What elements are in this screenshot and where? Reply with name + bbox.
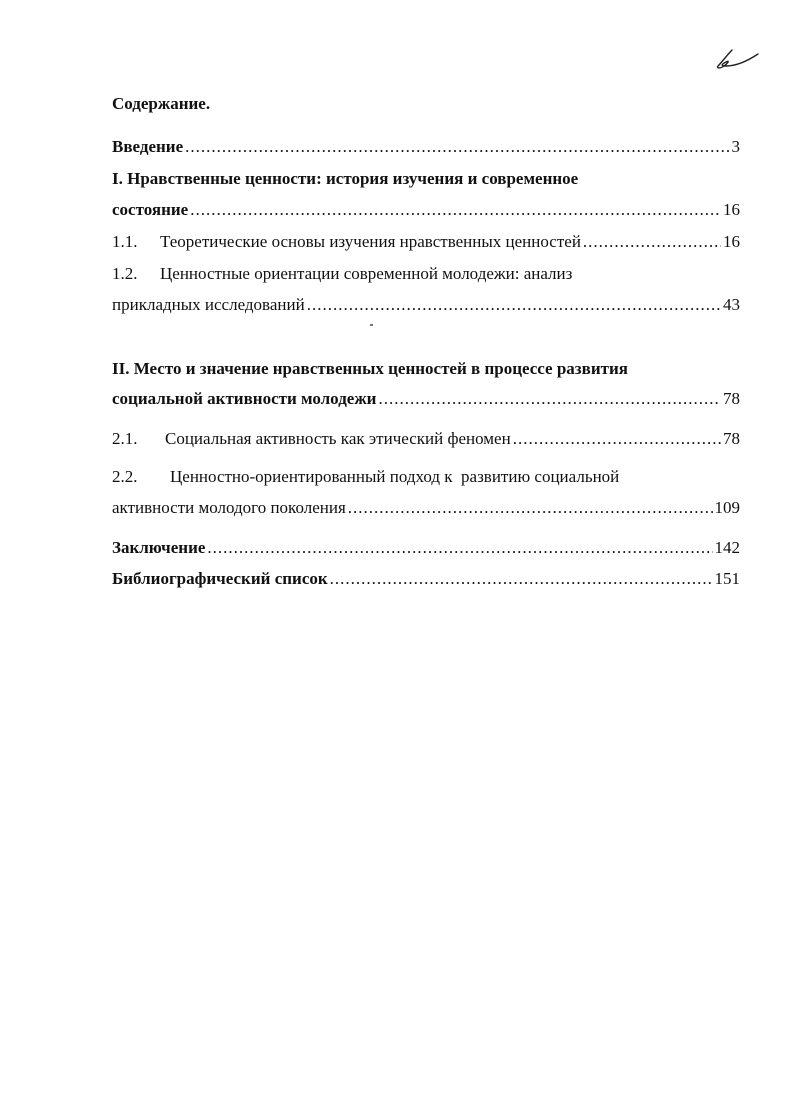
- leader-dots: [207, 537, 712, 559]
- toc-entry-page: 16: [723, 232, 740, 251]
- leader-dots: [190, 199, 721, 221]
- toc-entry-title: Введение: [112, 137, 184, 156]
- leader-dots: [513, 428, 721, 450]
- toc-entry-page: 78: [723, 389, 740, 408]
- toc-entry-chapter1: [112, 199, 740, 221]
- toc-entry-section-1-1: [112, 231, 740, 253]
- toc-chapter1-title-line1: I. Нравственные ценности: история изучения и современное: [112, 169, 579, 188]
- toc-entry-title-cont: прикладных исследований: [112, 295, 305, 314]
- toc-entry-section-1-2: [112, 294, 740, 316]
- toc-section-number: 2.2.: [112, 467, 138, 486]
- scan-speck: [370, 324, 373, 326]
- toc-entry-page: 142: [714, 538, 740, 557]
- toc-entry-conclusion: [112, 537, 740, 559]
- toc-chapter2-title-line2: социальной активности молодежи: [112, 389, 377, 408]
- toc-entry-bibliography: [112, 568, 740, 590]
- toc-entry-section-2-2: [112, 497, 740, 519]
- toc-entry-title-cont: активности молодого поколения: [112, 498, 346, 517]
- leader-dots: [378, 388, 721, 410]
- toc-entry-page: 151: [714, 569, 740, 588]
- toc-section-number: 1.1.: [112, 232, 138, 251]
- toc-entry-title: Теоретические основы изучения нравственных ценностей: [160, 232, 581, 251]
- toc-entry-title: Библиографический список: [112, 569, 328, 588]
- leader-dots: [348, 497, 713, 519]
- toc-entry-section-2-1: [112, 428, 740, 450]
- toc-chapter2-title-line1: II. Место и значение нравственных ценностей в процессе развития: [112, 359, 628, 378]
- toc-entry-page: 16: [723, 200, 740, 219]
- leader-dots: [185, 136, 729, 158]
- leader-dots: [330, 568, 713, 590]
- toc-entry-title: Ценностно-ориентированный подход к развитию социальной: [170, 467, 620, 486]
- toc-section-number: 2.1.: [112, 429, 138, 448]
- toc-entry-page: 3: [731, 137, 740, 156]
- toc-section-1-2-line1: [112, 263, 572, 285]
- toc-entry-page: 109: [714, 498, 740, 517]
- toc-entry-page: 78: [723, 429, 740, 448]
- leader-dots: [583, 231, 721, 253]
- toc-entry-introduction: [112, 136, 740, 158]
- leader-dots: [307, 294, 721, 316]
- toc-chapter1-title-line2: состояние: [112, 200, 189, 219]
- toc-entry-title: Социальная активность как этический феномен: [165, 429, 511, 448]
- toc-entry-title: Ценностные ориентации современной молодежи: анализ: [160, 264, 573, 283]
- toc-entry-chapter2: [112, 388, 740, 410]
- handwritten-page-number: [712, 44, 764, 74]
- toc-section-number: 1.2.: [112, 264, 138, 283]
- toc-heading: Содержание.: [112, 94, 211, 113]
- toc-section-2-2-line1: [112, 466, 619, 488]
- toc-entry-page: 43: [723, 295, 740, 314]
- toc-entry-title: Заключение: [112, 538, 206, 557]
